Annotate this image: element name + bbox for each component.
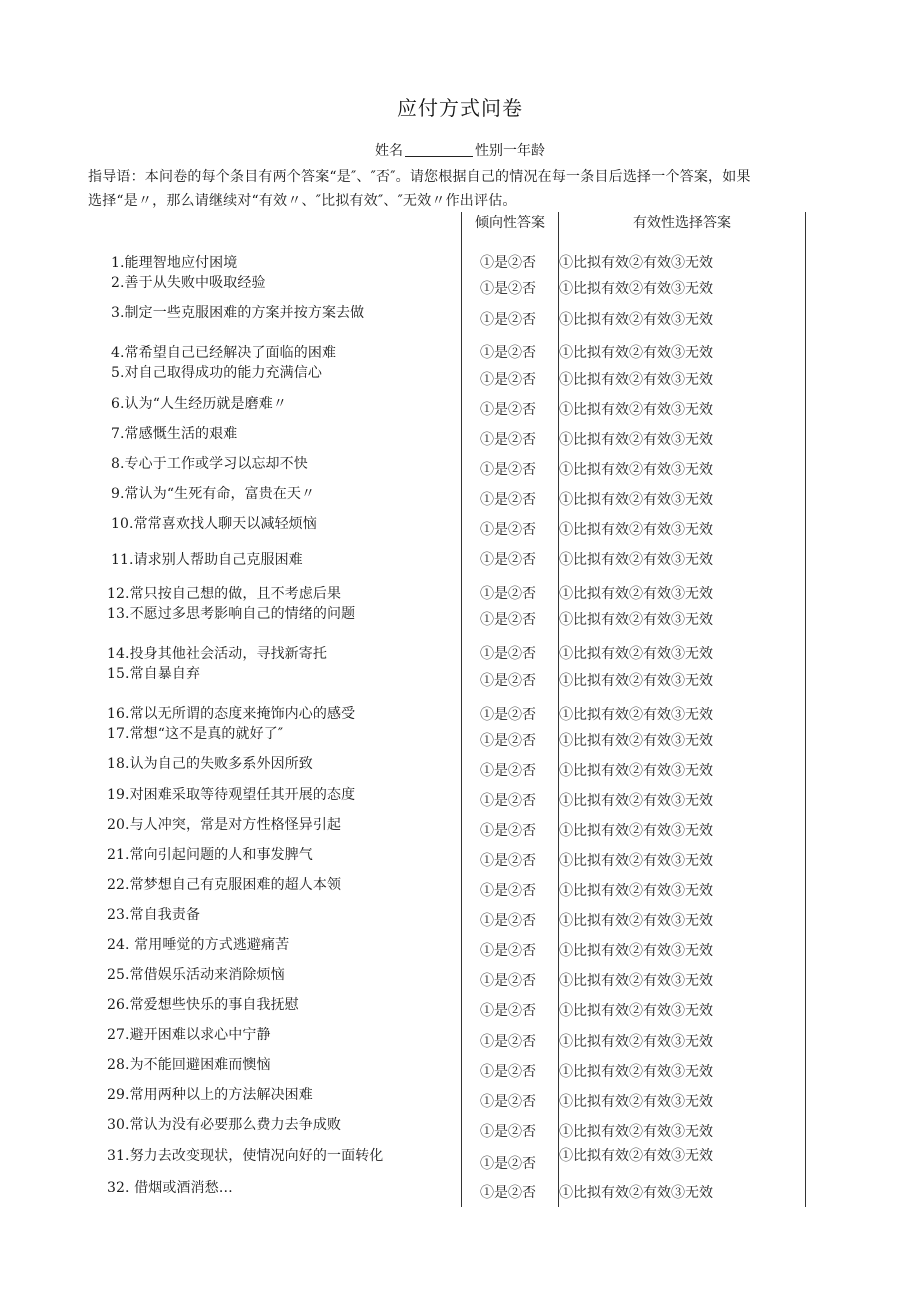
tendency-answer-options[interactable]: ①是②否 xyxy=(480,612,536,628)
question-text: 7.常感慨生活的艰难 xyxy=(111,426,238,442)
question-text: 16.常以无所谓的态度来掩饰内心的感受 xyxy=(107,706,356,722)
tendency-answer-options[interactable]: ①是②否 xyxy=(480,646,536,662)
tendency-answer-options[interactable]: ①是②否 xyxy=(480,1064,536,1080)
tendency-answer-options[interactable]: ①是②否 xyxy=(480,793,536,809)
answer-row xyxy=(0,670,920,690)
answer-row xyxy=(0,583,920,603)
question-text: 5.对自己取得成功的能力充满信心 xyxy=(111,365,322,381)
effectiveness-answer-options[interactable]: ①比拟有效②有效③无效 xyxy=(559,1094,713,1110)
effectiveness-answer-options[interactable]: ①比拟有效②有效③无效 xyxy=(559,913,713,929)
effectiveness-answer-options[interactable]: ①比拟有效②有效③无效 xyxy=(559,673,713,689)
question-text: 8.专心于工作或学习以忘却不快 xyxy=(111,456,308,472)
answer-row xyxy=(0,429,920,449)
effectiveness-answer-options[interactable]: ①比拟有效②有效③无效 xyxy=(559,1034,713,1050)
page-title: 应付方式问卷 xyxy=(397,96,523,120)
name-label: 姓名 xyxy=(375,143,403,159)
answer-row xyxy=(0,549,920,569)
effectiveness-answer-options[interactable]: ①比拟有效②有效③无效 xyxy=(559,345,713,361)
question-text: 17.常想“这不是真的就好了″ xyxy=(107,726,284,742)
answer-row xyxy=(0,970,920,990)
question-text: 3.制定一些克服困难的方案并按方案去做 xyxy=(111,305,365,321)
tendency-answer-options[interactable]: ①是②否 xyxy=(480,823,536,839)
effectiveness-answer-options[interactable]: ①比拟有效②有效③无效 xyxy=(559,522,713,538)
effectiveness-answer-options[interactable]: ①比拟有效②有效③无效 xyxy=(559,1124,713,1140)
answer-row xyxy=(0,940,920,960)
effectiveness-answer-options[interactable]: ①比拟有效②有效③无效 xyxy=(559,402,713,418)
question-text: 18.认为自己的失败多系外因所致 xyxy=(107,756,313,772)
effectiveness-answer-options[interactable]: ①比拟有效②有效③无效 xyxy=(559,943,713,959)
effectiveness-answer-options[interactable]: ①比拟有效②有效③无效 xyxy=(559,1064,713,1080)
question-text: 26.常爱想些快乐的事自我抚慰 xyxy=(107,997,299,1013)
answer-row xyxy=(0,790,920,810)
effectiveness-answer-options[interactable]: ①比拟有效②有效③无效 xyxy=(559,281,713,297)
question-text: 9.常认为“生死有命，富贵在天〃 xyxy=(111,486,316,502)
question-text: 29.常用两种以上的方法解决困难 xyxy=(107,1087,313,1103)
answer-row xyxy=(0,519,920,539)
answer-row xyxy=(0,399,920,419)
name-blank[interactable] xyxy=(405,142,473,157)
answer-row xyxy=(0,369,920,389)
tendency-answer-options[interactable]: ①是②否 xyxy=(480,913,536,929)
answer-row xyxy=(0,643,920,663)
answer-row xyxy=(0,1000,920,1020)
answer-row xyxy=(0,910,920,930)
question-text: 6.认为“人生经历就是磨难〃 xyxy=(111,396,287,412)
effectiveness-answer-options[interactable]: ①比拟有效②有效③无效 xyxy=(559,883,713,899)
answer-row xyxy=(0,309,920,329)
effectiveness-answer-options[interactable]: ①比拟有效②有效③无效 xyxy=(559,1003,713,1019)
question-text: 28.为不能回避困难而懊恼 xyxy=(107,1057,271,1073)
question-text: 13.不愿过多思考影响自己的情绪的问题 xyxy=(107,606,356,622)
effectiveness-answer-options[interactable]: ①比拟有效②有效③无效 xyxy=(559,1185,713,1201)
tendency-answer-options[interactable]: ①是②否 xyxy=(480,1034,536,1050)
answer-row xyxy=(0,252,920,272)
question-text: 2.善于从失败中吸取经验 xyxy=(111,275,266,291)
answer-row xyxy=(0,342,920,362)
answer-row xyxy=(0,1091,920,1111)
answer-row xyxy=(0,880,920,900)
tendency-answer-options[interactable]: ①是②否 xyxy=(480,733,536,749)
tendency-answer-options[interactable]: ①是②否 xyxy=(480,522,536,538)
answer-row xyxy=(0,730,920,750)
effectiveness-answer-options[interactable]: ①比拟有效②有效③无效 xyxy=(559,372,713,388)
question-text: 27.避开困难以求心中宁静 xyxy=(107,1027,271,1043)
question-text: 1.能理智地应付困境 xyxy=(111,255,238,271)
question-text: 30.常认为没有必要那么费力去争成败 xyxy=(107,1117,342,1133)
answer-row xyxy=(0,1061,920,1081)
question-text: 15.常自暴自弃 xyxy=(107,666,201,682)
question-text: 4.常希望自己已经解决了面临的困难 xyxy=(111,345,337,361)
tendency-answer-options[interactable]: ①是②否 xyxy=(480,462,536,478)
tendency-answer-options[interactable]: ①是②否 xyxy=(480,1003,536,1019)
answer-row xyxy=(0,1145,920,1172)
answer-row xyxy=(0,704,920,724)
effectiveness-answer-options[interactable]: ①比拟有效②有效③无效 xyxy=(559,973,713,989)
effectiveness-answer-options[interactable]: ①比拟有效②有效③无效 xyxy=(559,255,713,271)
effectiveness-answer-options[interactable]: ①比拟有效②有效③无效 xyxy=(559,1148,713,1164)
tendency-answer-options[interactable]: ①是②否 xyxy=(480,312,536,328)
tendency-answer-options[interactable]: ①是②否 xyxy=(480,281,536,297)
effectiveness-answer-options[interactable]: ①比拟有效②有效③无效 xyxy=(559,586,713,602)
answer-row xyxy=(0,760,920,780)
effectiveness-column-header: 有效性选择答案 xyxy=(633,215,731,231)
answer-row xyxy=(0,1121,920,1141)
question-text: 24. 常用唾觉的方式逃避痛苦 xyxy=(107,937,290,953)
tendency-answer-options[interactable]: ①是②否 xyxy=(480,883,536,899)
tendency-answer-options[interactable]: ①是②否 xyxy=(480,973,536,989)
effectiveness-answer-options[interactable]: ①比拟有效②有效③无效 xyxy=(559,823,713,839)
question-text: 32. 借烟或酒消愁… xyxy=(107,1180,233,1196)
question-text: 10.常常喜欢找人聊天以减轻烦恼 xyxy=(111,516,317,532)
effectiveness-answer-options[interactable]: ①比拟有效②有效③无效 xyxy=(559,462,713,478)
question-text: 14.投身其他社会活动，寻找新寄托 xyxy=(107,646,327,662)
effectiveness-answer-options[interactable]: ①比拟有效②有效③无效 xyxy=(559,646,713,662)
answer-row xyxy=(0,609,920,629)
effectiveness-answer-options[interactable]: ①比拟有效②有效③无效 xyxy=(559,612,713,628)
question-text: 25.常借娱乐活动来消除烦恼 xyxy=(107,967,285,983)
answer-row xyxy=(0,459,920,479)
tendency-answer-options[interactable]: ①是②否 xyxy=(480,1094,536,1110)
tendency-answer-options[interactable]: ①是②否 xyxy=(480,853,536,869)
question-text: 19.对困难采取等待观望任其开展的态度 xyxy=(107,787,356,803)
effectiveness-answer-options[interactable]: ①比拟有效②有效③无效 xyxy=(559,312,713,328)
tendency-answer-options[interactable]: ①是②否 xyxy=(480,432,536,448)
dash-separator: 一 xyxy=(503,143,517,159)
tendency-answer-options[interactable]: ①是②否 xyxy=(480,943,536,959)
effectiveness-answer-options[interactable]: ①比拟有效②有效③无效 xyxy=(559,707,713,723)
effectiveness-answer-options[interactable]: ①比拟有效②有效③无效 xyxy=(559,853,713,869)
question-text: 22.常梦想自己有克服困难的超人本领 xyxy=(107,877,342,893)
effectiveness-answer-options[interactable]: ①比拟有效②有效③无效 xyxy=(559,552,713,568)
effectiveness-answer-options[interactable]: ①比拟有效②有效③无效 xyxy=(559,763,713,779)
tendency-answer-options[interactable]: ①是②否 xyxy=(480,586,536,602)
instructions-line-1: 指导语：本问卷的每个条目有两个答案“是″、″否″。请您根据自己的情况在每一条目后选择一个答案，如果 xyxy=(88,169,751,185)
tendency-answer-options[interactable]: ①是②否 xyxy=(480,763,536,779)
instructions-line-2: 选择“是〃，那么请继续对“有效〃、″比拟有效″、″无效〃作出评估。 xyxy=(88,193,517,209)
age-label: 年龄 xyxy=(517,143,545,159)
question-text: 21.常向引起问题的人和事发脾气 xyxy=(107,847,313,863)
answer-row xyxy=(0,850,920,870)
tendency-answer-options[interactable]: ①是②否 xyxy=(480,1124,536,1140)
question-text: 31.努力去改变现状，使情况向好的一面转化 xyxy=(107,1148,384,1164)
effectiveness-answer-options[interactable]: ①比拟有效②有效③无效 xyxy=(559,793,713,809)
question-text: 23.常自我责备 xyxy=(107,907,201,923)
question-text: 11.请求别人帮助自己克服困难 xyxy=(111,552,303,568)
gender-label: 性别 xyxy=(475,143,503,159)
effectiveness-answer-options[interactable]: ①比拟有效②有效③无效 xyxy=(559,492,713,508)
effectiveness-answer-options[interactable]: ①比拟有效②有效③无效 xyxy=(559,733,713,749)
tendency-answer-options[interactable]: ①是②否 xyxy=(480,552,536,568)
tendency-column-header: 倾向性答案 xyxy=(475,215,545,231)
tendency-answer-options[interactable]: ①是②否 xyxy=(480,1185,536,1201)
tendency-answer-options[interactable]: ①是②否 xyxy=(480,673,536,689)
tendency-answer-options[interactable]: ①是②否 xyxy=(480,402,536,418)
tendency-answer-options[interactable]: ①是②否 xyxy=(480,345,536,361)
answer-row xyxy=(0,820,920,840)
tendency-answer-options[interactable]: ①是②否 xyxy=(480,492,536,508)
answer-row xyxy=(0,278,920,298)
tendency-answer-options[interactable]: ①是②否 xyxy=(480,255,536,271)
answer-row xyxy=(0,1031,920,1051)
tendency-answer-options[interactable]: ①是②否 xyxy=(480,1156,536,1172)
answer-row xyxy=(0,1182,920,1202)
question-text: 20.与人冲突，常是对方性格怪异引起 xyxy=(107,817,342,833)
effectiveness-answer-options[interactable]: ①比拟有效②有效③无效 xyxy=(559,432,713,448)
question-text: 12.常只按自己想的做，且不考虑后果 xyxy=(107,586,342,602)
tendency-answer-options[interactable]: ①是②否 xyxy=(480,372,536,388)
tendency-answer-options[interactable]: ①是②否 xyxy=(480,707,536,723)
respondent-info-line xyxy=(0,140,920,160)
answer-row xyxy=(0,489,920,509)
